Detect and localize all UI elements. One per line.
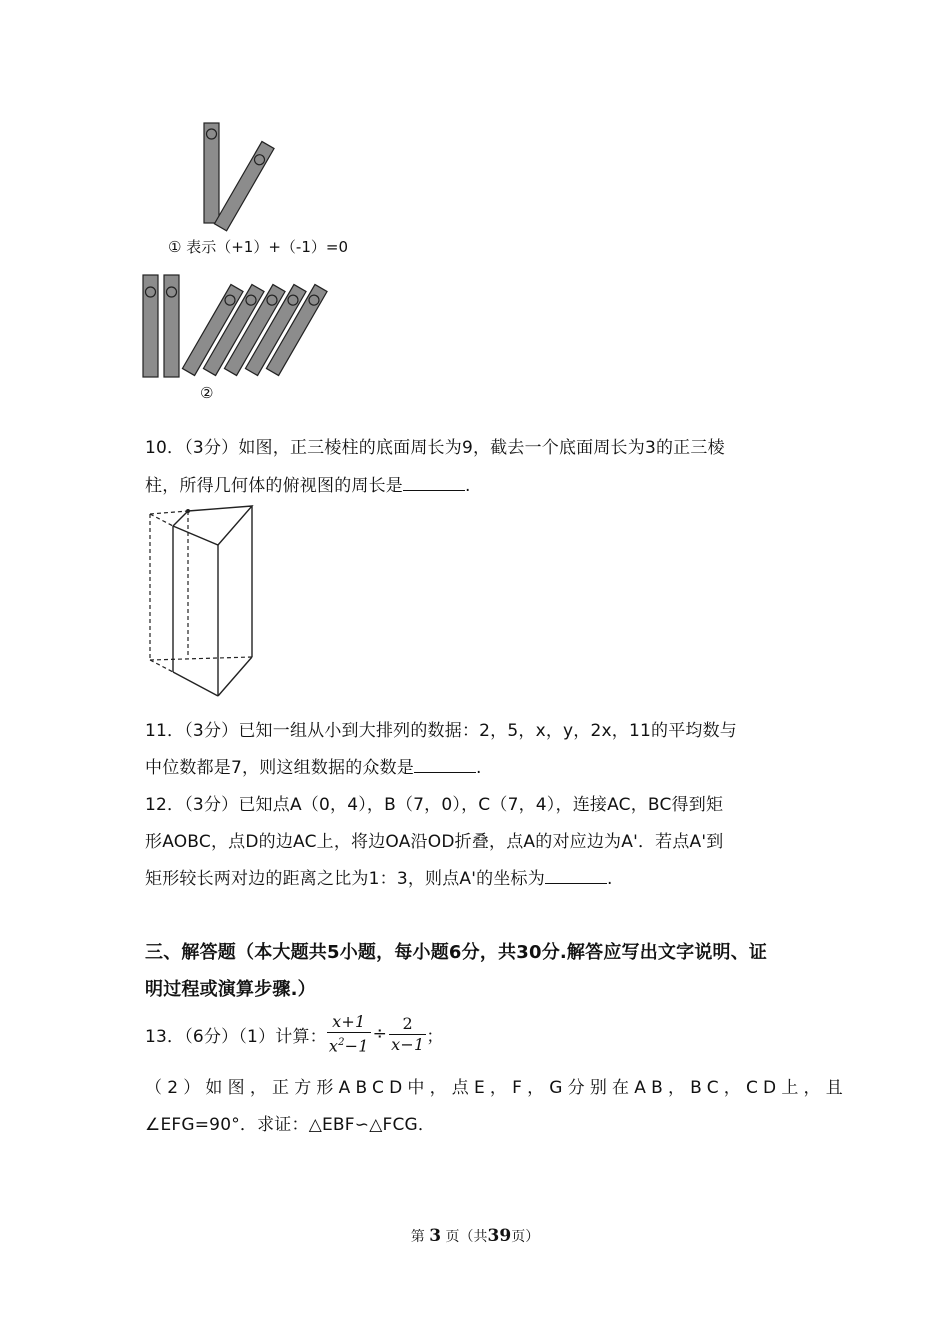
answer-blank[interactable] [403,474,465,491]
q11-line-1: 11．（3分）已知一组从小到大排列的数据：2，5，x，y，2x，11的平均数与 [145,721,738,741]
q13-part2-line-1: （2）如图，正方形ABCD中，点E，F，G分别在AB，BC，CD上，且 [145,1078,848,1098]
q10-line-1: 10．（3分）如图，正三棱柱的底面周长为9，截去一个底面周长为3的正三棱 [145,438,725,458]
prism-figure [140,500,265,705]
rods-figure [140,120,370,410]
vertical-rod [204,123,219,223]
figure-caption-1: ① 表示（+1）+（-1）=0 [168,238,348,256]
answer-blank[interactable] [414,756,476,773]
q13-part2-line-2: ∠EFG=90°．求证：△EBF∽△FCG． [145,1115,436,1135]
q13-part1: 13．（6分）（1）计算： $\frac{x+1}{x^2-1}$ ÷ $\frac{2}{x-1}$ ； [145,1011,444,1056]
section-heading-line-2: 明过程或演算步骤.） [145,979,316,1000]
fraction-1: $\frac{x+1}{x^2-1}$ [328,1011,369,1056]
slanted-rod [214,142,274,231]
section-heading-line-1: 三、解答题（本大题共5小题，每小题6分，共30分.解答应写出文字说明、证 [145,942,768,963]
figure-caption-2: ② [200,384,214,402]
q10-line-2: 柱，所得几何体的俯视图的周长是 . [145,476,471,496]
page-footer: 第 3 页（共39页） [410,1226,540,1246]
q11-line-2: 中位数都是7，则这组数据的众数是 . [145,758,482,778]
answer-blank[interactable] [545,867,607,884]
q12-line-2: 形AOBC，点D的边AC上，将边OA沿OD折叠，点A的对应边为A'．若点A'到 [145,832,724,852]
fraction-2: $\frac{2}{x-1}$ [391,1013,425,1054]
q12-line-1: 12．（3分）已知点A（0，4），B（7，0），C（7，4），连接AC，BC得到矩 [145,795,724,815]
q12-line-3: 矩形较长两对边的距离之比为1：3，则点A'的坐标为 . [145,869,613,889]
